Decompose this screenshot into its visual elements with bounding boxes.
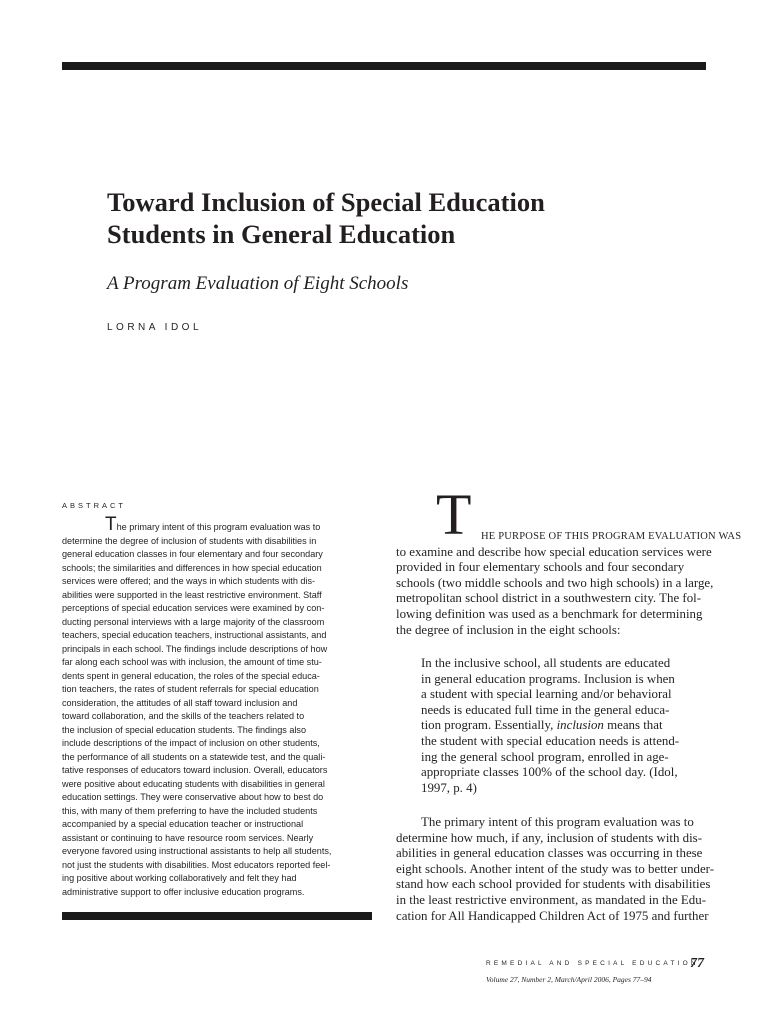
title-line: Toward Inclusion of Special Education [107,187,545,217]
abstract-line: principals in each school. The findings include descriptions of how [62,643,328,654]
quote-line: the student with special education needs is attend- [421,733,680,748]
quote-line: tion program. Essentially, inclusion means that [421,718,663,733]
second-paragraph [396,815,715,924]
abstract-line: teachers, special education teachers, instructional assistants, and [62,630,327,640]
quote-line: a student with special learning and/or behavioral [421,687,672,702]
body-line: to examine and describe how special education services were [396,544,712,559]
abstract-line: assistant or continuing to have resource room services. Nearly [62,832,314,843]
body-line: lowing definition was used as a benchmark for determining [396,606,703,621]
body-line: The primary intent of this program evaluation was to [421,815,694,829]
abstract-line: were positive about educating students with disabilities in general [62,778,325,789]
abstract-text [62,514,362,899]
quote-line: 1997, p. 4) [421,780,477,795]
title-line: Students in General Education [107,219,456,249]
block-quote [421,656,706,796]
emphasis-inclusion: inclusion [556,718,604,733]
abstract-line: tion teachers, the rates of student referrals for special education [62,684,319,694]
article-title [107,186,667,250]
body-line: abilities in general education classes was occurring in these [396,846,703,861]
abstract-drop-letter: T [105,514,117,535]
quote-line: needs is educated full time in the general educa- [421,702,670,717]
abstract-line: everyone favored using instructional assistants to help all students, [62,846,332,856]
abstract-line: schools; the similarities and differences in how special education [62,562,322,573]
body-line: eight schools. Another intent of the study was to better under- [396,861,715,876]
page-number: 77 [690,956,704,971]
abstract-line: abilities were supported in the least restrictive environment. Staff [62,589,322,600]
body-line: provided in four elementary schools and four secondary [396,560,685,575]
abstract-line: include descriptions of the impact of inclusion on other students, [62,738,320,748]
abstract-line: perceptions of special education services were examined by con- [62,603,325,613]
abstract-line: accompanied by a special education teacher or instructional [62,819,304,829]
abstract-line: services were offered; and the ways in which students with dis- [62,576,316,586]
drop-cap: T [436,482,472,547]
body-line: HE PURPOSE OF THIS PROGRAM EVALUATION WAS [481,531,742,542]
abstract-line: the inclusion of special education students. The findings also [62,724,307,735]
body-line: stand how each school provided for students with disabilities [396,877,711,892]
abstract-line: The primary intent of this program evaluation was to [105,514,321,535]
abstract-line: education settings. They were conservative about how to best do [62,792,324,802]
abstract-line: consideration, the attitudes of all staff toward inclusion and [62,697,298,708]
body-line: cation for All Handicapped Children Act of 1975 and further [396,908,709,923]
abstract-line: this, with many of them preferring to have the included students [62,805,318,816]
abstract-line: determine the degree of inclusion of students with disabilities in [62,535,317,546]
abstract-line: dents spent in general education, the roles of the special educa- [62,670,320,681]
abstract-line: not just the students with disabilities. Most educators reported feel- [62,859,331,870]
volume-info: Volume 27, Number 2, March/April 2006, Pages 77–94 [486,975,652,984]
abstract-rule [62,912,372,920]
body-line: in the least restrictive environment, as mandated in the Edu- [396,892,706,907]
article-subtitle: A Program Evaluation of Eight Schools [107,273,409,294]
abstract-line: far along each school was with inclusion, the amount of time stu- [62,657,322,667]
quote-line: ing the general school program, enrolled in age- [421,749,669,764]
body-line: determine how much, if any, inclusion of students with dis- [396,830,702,845]
body-line: metropolitan school district in a southwestern city. The fol- [396,591,702,606]
body-line: schools (two middle schools and two high schools) in a large, [396,575,714,590]
abstract-line: ing positive about working collaboratively and felt they had [62,873,297,883]
journal-name: REMEDIAL AND SPECIAL EDUCATION [486,960,699,967]
quote-line: in general education programs. Inclusion is when [421,671,675,686]
abstract-line: ducting personal interviews with a large majority of the classroom [62,616,325,627]
abstract-line: administrative support to offer inclusive education programs. [62,886,305,897]
abstract-line: the performance of all students on a statewide test, and the quali- [62,751,326,762]
abstract-line: toward collaboration, and the skills of the teachers related to [62,711,305,721]
top-rule [62,62,706,70]
author-name: LORNA IDOL [107,322,203,333]
quote-line: appropriate classes 100% of the school day. (Idol, [421,765,678,780]
abstract-line: tative responses of educators toward inclusion. Overall, educators [62,765,328,775]
intro-paragraph [396,529,742,638]
abstract-label: ABSTRACT [62,501,127,510]
body-line: the degree of inclusion in the eight schools: [396,622,621,637]
quote-line: In the inclusive school, all students are educated [421,656,671,670]
abstract-line: general education classes in four elementary and four secondary [62,549,323,559]
